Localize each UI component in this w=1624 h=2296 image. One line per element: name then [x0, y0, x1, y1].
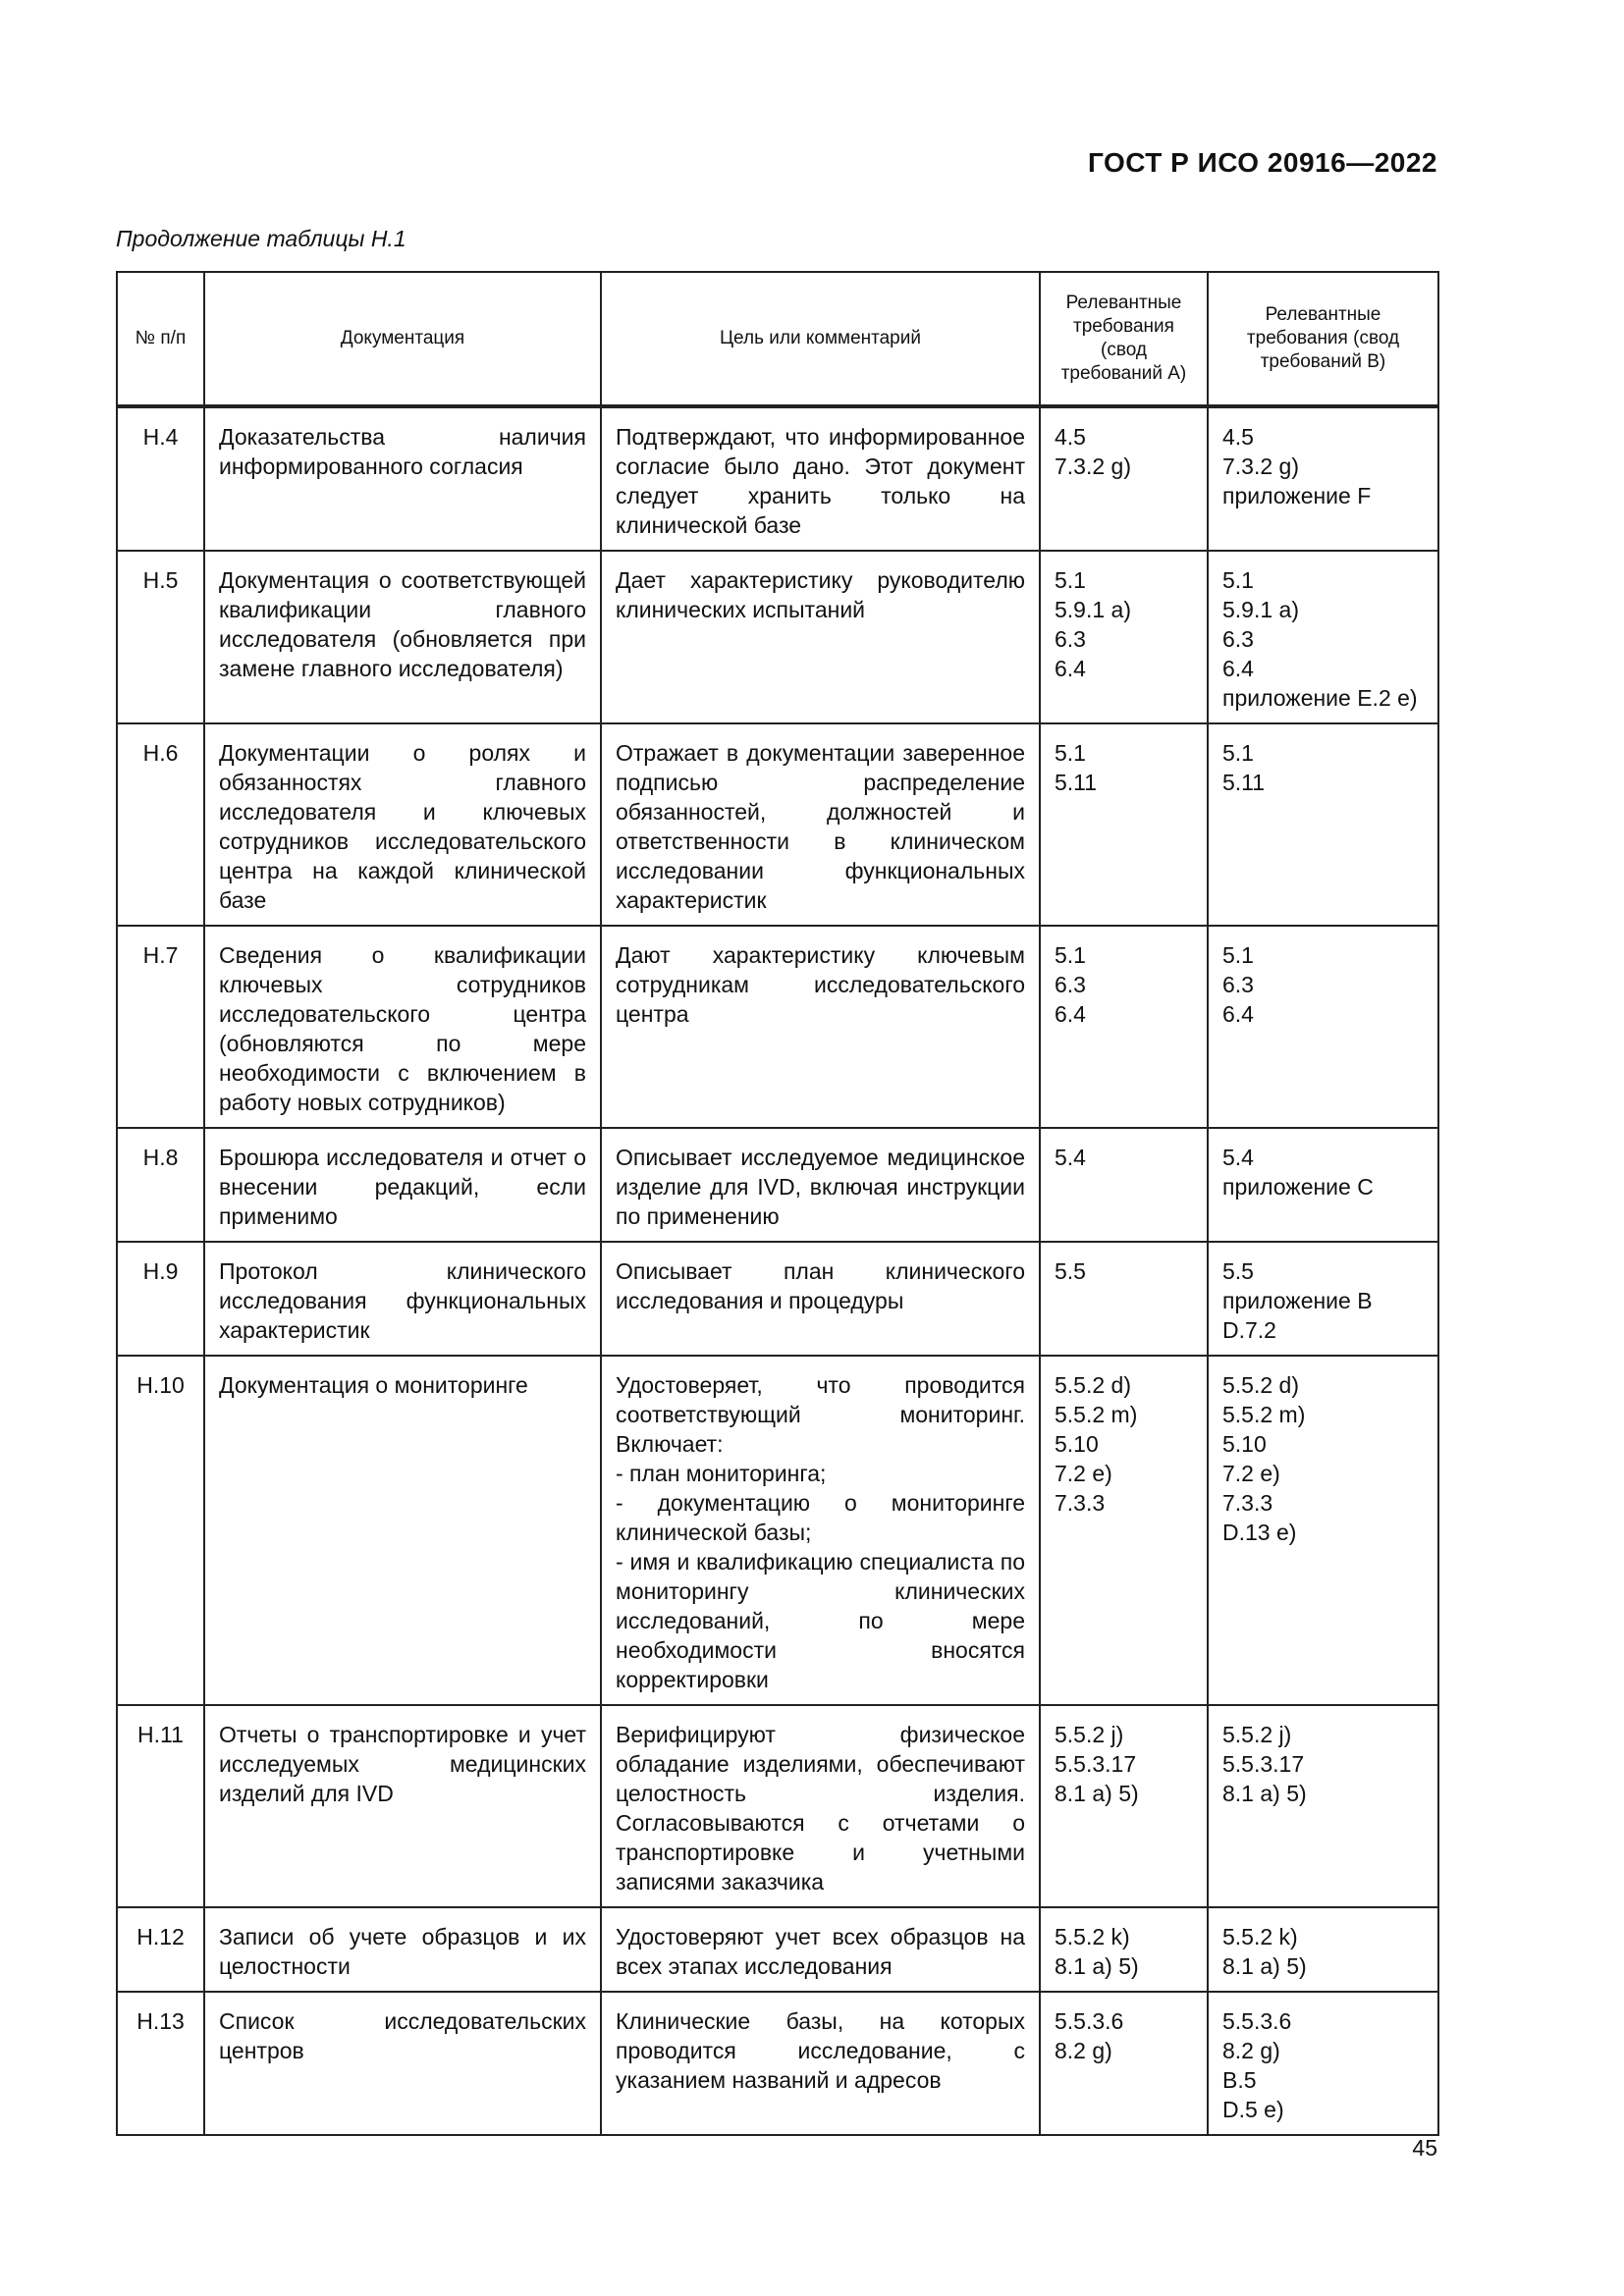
requirement-ref: 5.9.1 a) [1055, 597, 1131, 622]
table-row [117, 1992, 1438, 2135]
requirement-ref: 5.5.2 j) [1055, 1722, 1124, 1747]
requirement-ref: D.5 e) [1222, 2097, 1284, 2122]
requirement-ref: 6.3 [1055, 626, 1086, 652]
requirement-ref: 5.5.3.6 [1222, 2008, 1292, 2034]
requirement-ref: 6.3 [1222, 972, 1254, 997]
comment-cell [601, 406, 1040, 551]
comment-line: Удостоверяет, что проводится соответствующий мониторинг. Включает: [616, 1372, 1025, 1457]
requirement-ref: 5.1 [1222, 942, 1254, 968]
table-row [117, 1242, 1438, 1356]
comment-line: Описывает исследуемое медицинское изделие для IVD, включая инструкции по применению [616, 1145, 1025, 1229]
requirement-ref: 5.1 [1222, 567, 1254, 593]
comment-cell [601, 1907, 1040, 1992]
comment-cell [601, 926, 1040, 1128]
requirement-ref: 5.5 [1222, 1258, 1254, 1284]
requirement-ref: 5.9.1 a) [1222, 597, 1299, 622]
table-body [117, 406, 1438, 2135]
requirement-ref: 5.1 [1055, 740, 1086, 766]
documentation-cell: Документация о соответствующей квалификации главного исследователя (обновляется при замене главного исследователя) [204, 551, 601, 723]
row-number: Н.6 [117, 723, 204, 926]
requirements-a-cell [1040, 551, 1208, 723]
requirements-a-cell [1040, 1356, 1208, 1705]
requirement-ref: D.7.2 [1222, 1317, 1276, 1343]
requirement-ref: 6.4 [1222, 656, 1254, 681]
comment-line: Дают характеристику ключевым сотрудникам исследовательского центра [616, 942, 1025, 1027]
comment-cell [601, 1992, 1040, 2135]
requirement-ref: 6.4 [1055, 656, 1086, 681]
documentation-cell: Доказательства наличия информированного согласия [204, 406, 601, 551]
requirements-a-cell [1040, 926, 1208, 1128]
requirement-ref: 5.5 [1055, 1258, 1086, 1284]
requirement-ref: 5.5.2 k) [1055, 1924, 1130, 1949]
requirement-ref: 5.1 [1055, 942, 1086, 968]
comment-line: Описывает план клинического исследования и процедуры [616, 1258, 1025, 1313]
table-row [117, 551, 1438, 723]
column-header-number: № п/п [117, 272, 204, 406]
requirement-ref: 5.4 [1055, 1145, 1086, 1170]
row-number: Н.12 [117, 1907, 204, 1992]
requirement-ref: 5.10 [1055, 1431, 1099, 1457]
documentation-cell: Документации о ролях и обязанностях главного исследователя и ключевых сотрудников исследовательского центра на каждой клинической базе [204, 723, 601, 926]
requirement-ref: 5.5.2 d) [1222, 1372, 1299, 1398]
requirement-ref: 4.5 [1222, 424, 1254, 450]
table-row [117, 1128, 1438, 1242]
requirement-ref: 8.2 g) [1222, 2038, 1280, 2063]
requirement-ref: 5.5.3.6 [1055, 2008, 1124, 2034]
requirement-ref: 6.3 [1222, 626, 1254, 652]
comment-cell [601, 551, 1040, 723]
comment-line: - документацию о мониторинге клинической базы; [616, 1490, 1025, 1545]
requirement-ref: приложение Е.2 е) [1222, 685, 1418, 711]
requirement-ref: 5.5.2 k) [1222, 1924, 1298, 1949]
requirement-ref: 7.3.3 [1055, 1490, 1106, 1516]
table-row [117, 406, 1438, 551]
row-number: Н.4 [117, 406, 204, 551]
requirement-ref: 6.4 [1222, 1001, 1254, 1027]
comment-line: - план мониторинга; [616, 1461, 827, 1486]
requirement-ref: 8.2 g) [1055, 2038, 1112, 2063]
requirement-ref: B.5 [1222, 2067, 1257, 2093]
column-header-requirements-b: Релевантные требования (свод требований В) [1208, 272, 1438, 406]
comment-line: - имя и квалификацию специалиста по мониторингу клинических исследований, по мере необходимости вносятся корректировки [616, 1549, 1025, 1692]
comment-cell [601, 1705, 1040, 1907]
comment-line: Подтверждают, что информированное согласие было дано. Этот документ следует хранить только на клинической базе [616, 424, 1025, 538]
requirements-a-cell [1040, 1128, 1208, 1242]
requirement-ref: 8.1 a) 5) [1055, 1781, 1139, 1806]
requirements-a-cell [1040, 723, 1208, 926]
requirement-ref: приложение С [1222, 1174, 1374, 1200]
requirement-ref: D.13 e) [1222, 1520, 1297, 1545]
requirement-ref: 7.2 e) [1222, 1461, 1280, 1486]
requirement-ref: 5.11 [1222, 770, 1266, 795]
requirements-a-cell [1040, 1992, 1208, 2135]
table-row [117, 1705, 1438, 1907]
comment-line: Отражает в документации заверенное подписью распределение обязанностей, должностей и ответственности в клиническом исследовании функциональных характеристик [616, 740, 1025, 913]
table-row [117, 723, 1438, 926]
row-number: Н.8 [117, 1128, 204, 1242]
comment-line: Верифицируют физическое обладание изделиями, обеспечивают целостность изделия. Согласовываются с отчетами о транспортировке и учетными записями заказчика [616, 1722, 1025, 1895]
requirements-b-cell [1208, 551, 1438, 723]
table-row [117, 1356, 1438, 1705]
documentation-cell: Отчеты о транспортировке и учет исследуемых медицинских изделий для IVD [204, 1705, 601, 1907]
requirement-ref: 5.10 [1222, 1431, 1267, 1457]
column-header-requirements-a: Релевантные требования (свод требований А) [1040, 272, 1208, 406]
documentation-cell: Документация о мониторинге [204, 1356, 601, 1705]
requirement-ref: 6.4 [1055, 1001, 1086, 1027]
requirements-a-cell [1040, 1705, 1208, 1907]
requirement-ref: 5.1 [1222, 740, 1254, 766]
requirement-ref: 7.3.2 g) [1222, 454, 1299, 479]
requirement-ref: 8.1 a) 5) [1222, 1953, 1307, 1979]
comment-cell [601, 1242, 1040, 1356]
requirements-b-cell [1208, 1705, 1438, 1907]
documentation-cell: Список исследовательских центров [204, 1992, 601, 2135]
comment-cell [601, 723, 1040, 926]
requirements-b-cell [1208, 406, 1438, 551]
requirement-ref: 5.4 [1222, 1145, 1254, 1170]
table-continuation-label: Продолжение таблицы Н.1 [116, 226, 406, 251]
comment-line: Удостоверяют учет всех образцов на всех этапах исследования [616, 1924, 1025, 1979]
requirement-ref: 7.3.3 [1222, 1490, 1273, 1516]
row-number: Н.11 [117, 1705, 204, 1907]
requirements-b-cell [1208, 1907, 1438, 1992]
table-row [117, 1907, 1438, 1992]
comment-cell [601, 1128, 1040, 1242]
row-number: Н.9 [117, 1242, 204, 1356]
requirement-ref: приложение F [1222, 483, 1372, 508]
requirement-ref: 7.2 e) [1055, 1461, 1112, 1486]
column-header-comment: Цель или комментарий [601, 272, 1040, 406]
row-number: Н.5 [117, 551, 204, 723]
requirement-ref: 5.5.3.17 [1055, 1751, 1137, 1777]
requirement-ref: 5.1 [1055, 567, 1086, 593]
requirements-table [116, 271, 1439, 2136]
requirement-ref: 5.5.2 d) [1055, 1372, 1131, 1398]
comment-line: Клинические базы, на которых проводится исследование, с указанием названий и адресов [616, 2008, 1025, 2093]
requirements-a-cell [1040, 406, 1208, 551]
requirement-ref: 8.1 a) 5) [1055, 1953, 1139, 1979]
table-header-row [117, 272, 1438, 406]
requirement-ref: 4.5 [1055, 424, 1086, 450]
documentation-cell: Сведения о квалификации ключевых сотрудников исследовательского центра (обновляются по мере необходимости с включением в работу новых сотрудников) [204, 926, 601, 1128]
comment-line: Дает характеристику руководителю клинических испытаний [616, 567, 1025, 622]
documentation-cell: Протокол клинического исследования функциональных характеристик [204, 1242, 601, 1356]
requirements-b-cell [1208, 1992, 1438, 2135]
requirements-b-cell [1208, 723, 1438, 926]
comment-cell [601, 1356, 1040, 1705]
documentation-cell: Брошюра исследователя и отчет о внесении редакций, если применимо [204, 1128, 601, 1242]
requirements-b-cell [1208, 1356, 1438, 1705]
requirement-ref: 5.5.2 m) [1055, 1402, 1138, 1427]
requirement-ref: 5.5.2 j) [1222, 1722, 1292, 1747]
requirement-ref: 5.5.3.17 [1222, 1751, 1305, 1777]
page-number: 45 [1412, 2135, 1437, 2161]
document-code: ГОСТ Р ИСО 20916—2022 [1087, 147, 1437, 178]
requirement-ref: 6.3 [1055, 972, 1086, 997]
documentation-cell: Записи об учете образцов и их целостности [204, 1907, 601, 1992]
requirements-b-cell [1208, 1128, 1438, 1242]
requirements-b-cell [1208, 926, 1438, 1128]
requirements-a-cell [1040, 1242, 1208, 1356]
requirement-ref: 7.3.2 g) [1055, 454, 1131, 479]
requirements-a-cell [1040, 1907, 1208, 1992]
requirement-ref: 5.5.2 m) [1222, 1402, 1306, 1427]
requirement-ref: 8.1 a) 5) [1222, 1781, 1307, 1806]
column-header-documentation: Документация [204, 272, 601, 406]
row-number: Н.10 [117, 1356, 204, 1705]
table-row [117, 926, 1438, 1128]
requirements-b-cell [1208, 1242, 1438, 1356]
row-number: Н.7 [117, 926, 204, 1128]
row-number: Н.13 [117, 1992, 204, 2135]
requirement-ref: приложение В [1222, 1288, 1373, 1313]
requirement-ref: 5.11 [1055, 770, 1098, 795]
